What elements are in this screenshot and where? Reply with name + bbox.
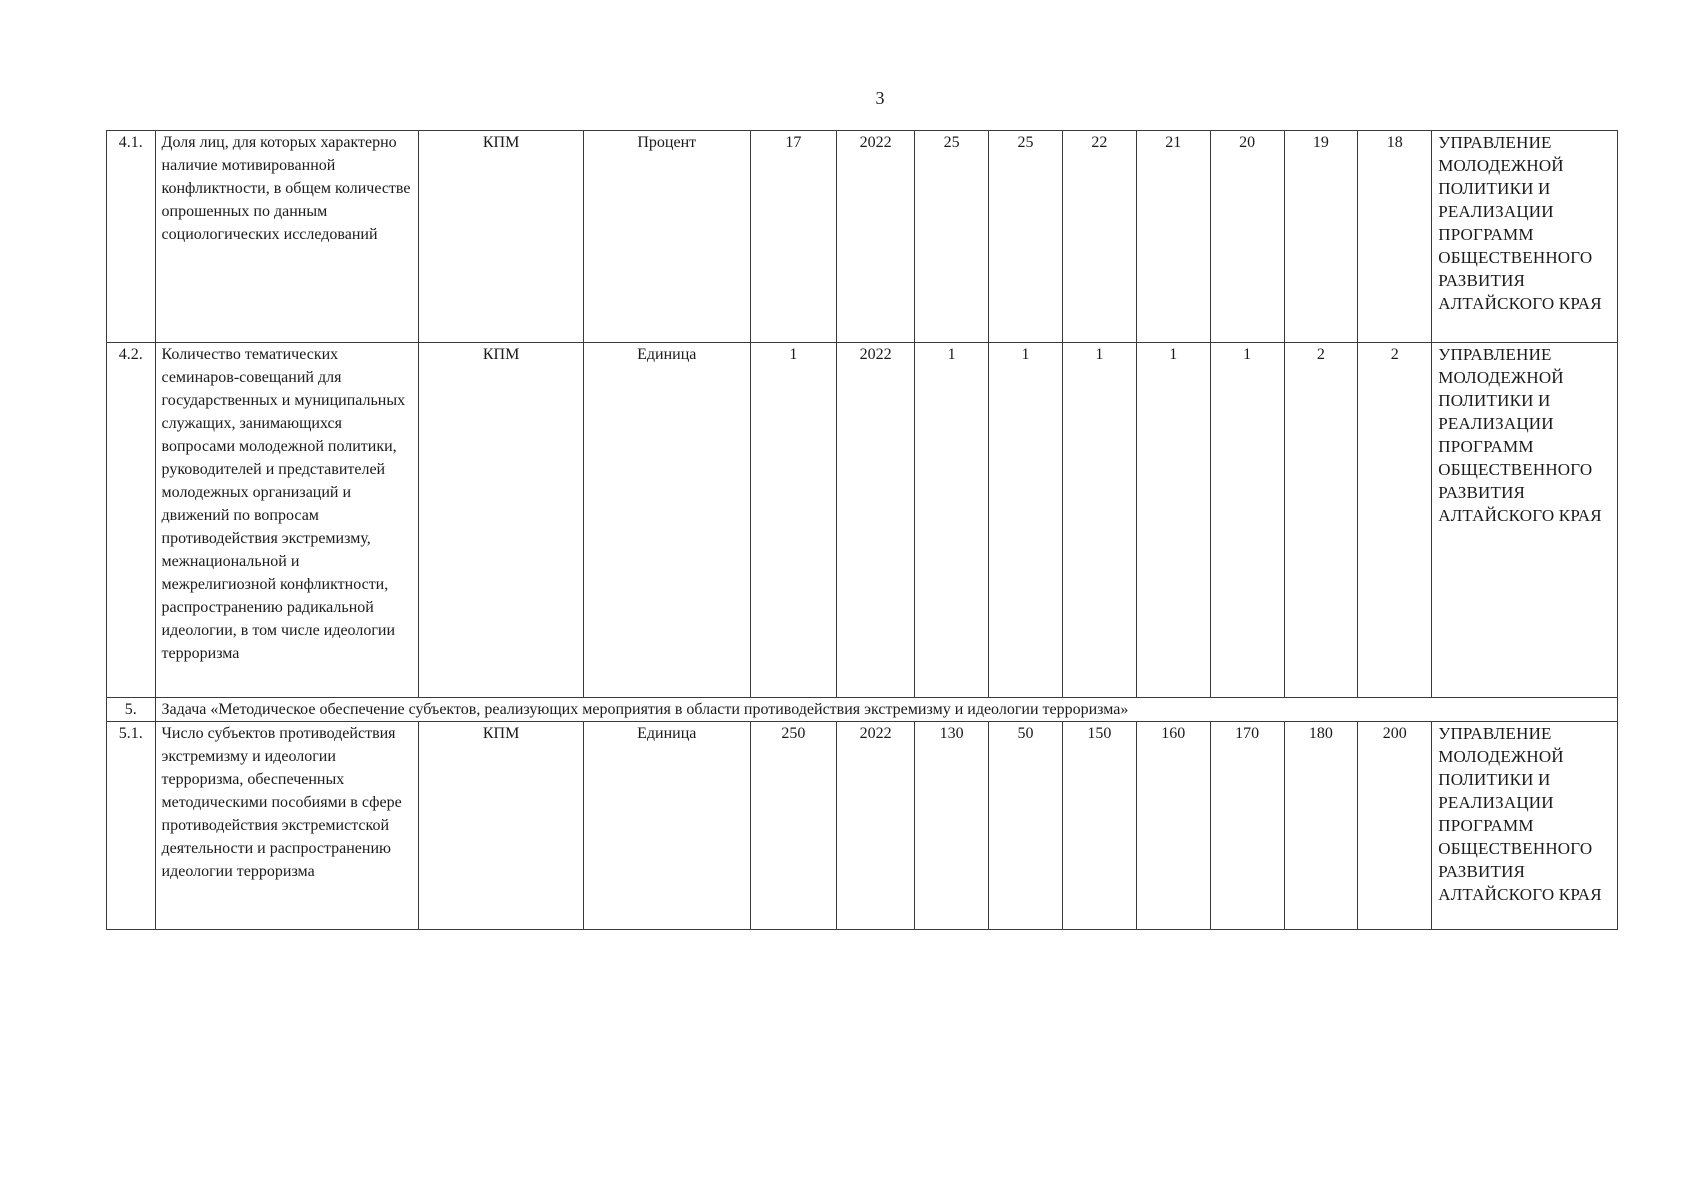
base-value: 1 (750, 343, 837, 698)
table-row (107, 343, 1618, 698)
page-number: 3 (875, 88, 885, 108)
base-year: 2022 (837, 722, 915, 930)
indicator-type: КПМ (419, 343, 584, 698)
year-value: 20 (1210, 131, 1284, 343)
base-year: 2022 (837, 343, 915, 698)
responsible-body: УПРАВЛЕНИЕ МОЛОДЕЖНОЙ ПОЛИТИКИ И РЕАЛИЗАЦИИ ПРОГРАММ ОБЩЕСТВЕННОГО РАЗВИТИЯ АЛТАЙСКОГО КРАЯ (1432, 131, 1618, 343)
indicator-name: Доля лиц, для которых характерно наличие мотивированной конфликтности, в общем количестве опрошенных по данным социологических исследований (155, 131, 419, 343)
year-value: 200 (1358, 722, 1432, 930)
year-value: 1 (1210, 343, 1284, 698)
year-value: 1 (915, 343, 989, 698)
year-value: 1 (989, 343, 1063, 698)
unit: Единица (583, 722, 750, 930)
year-value: 2 (1284, 343, 1358, 698)
year-value: 19 (1284, 131, 1358, 343)
year-value: 22 (1062, 131, 1136, 343)
year-value: 170 (1210, 722, 1284, 930)
row-number: 4.2. (107, 343, 156, 698)
table-row (107, 131, 1618, 343)
responsible-body: УПРАВЛЕНИЕ МОЛОДЕЖНОЙ ПОЛИТИКИ И РЕАЛИЗАЦИИ ПРОГРАММ ОБЩЕСТВЕННОГО РАЗВИТИЯ АЛТАЙСКОГО КРАЯ (1432, 343, 1618, 698)
unit: Процент (583, 131, 750, 343)
year-value: 25 (915, 131, 989, 343)
indicator-name: Число субъектов противодействия экстремизму и идеологии терроризма, обеспеченных методическими пособиями в сфере противодействия экстремистской деятельности и распространению идеологии терроризма (155, 722, 419, 930)
unit: Единица (583, 343, 750, 698)
task-title: Задача «Методическое обеспечение субъектов, реализующих мероприятия в области противодействия экстремизму и идеологии терроризма» (155, 698, 1617, 722)
row-number: 4.1. (107, 131, 156, 343)
year-value: 1 (1136, 343, 1210, 698)
row-number: 5.1. (107, 722, 156, 930)
indicators-table (106, 130, 1618, 930)
year-value: 130 (915, 722, 989, 930)
year-value: 18 (1358, 131, 1432, 343)
year-value: 2 (1358, 343, 1432, 698)
indicator-type: КПМ (419, 131, 584, 343)
base-value: 17 (750, 131, 837, 343)
responsible-body: УПРАВЛЕНИЕ МОЛОДЕЖНОЙ ПОЛИТИКИ И РЕАЛИЗАЦИИ ПРОГРАММ ОБЩЕСТВЕННОГО РАЗВИТИЯ АЛТАЙСКОГО КРАЯ (1432, 722, 1618, 930)
year-value: 150 (1062, 722, 1136, 930)
task-row (107, 698, 1618, 722)
year-value: 50 (989, 722, 1063, 930)
base-year: 2022 (837, 131, 915, 343)
year-value: 1 (1062, 343, 1136, 698)
year-value: 21 (1136, 131, 1210, 343)
year-value: 180 (1284, 722, 1358, 930)
year-value: 160 (1136, 722, 1210, 930)
indicator-name: Количество тематических семинаров-совещаний для государственных и муниципальных служащих, занимающихся вопросами молодежной политики, руководителей и представителей молодежных организаций и движений по вопросам противодействия экстремизму, межнациональной и межрелигиозной конфликтности, распространению радикальной идеологии, в том числе идеологии терроризма (155, 343, 419, 698)
year-value: 25 (989, 131, 1063, 343)
base-value: 250 (750, 722, 837, 930)
task-number: 5. (107, 698, 156, 722)
table-row (107, 722, 1618, 930)
indicator-type: КПМ (419, 722, 584, 930)
